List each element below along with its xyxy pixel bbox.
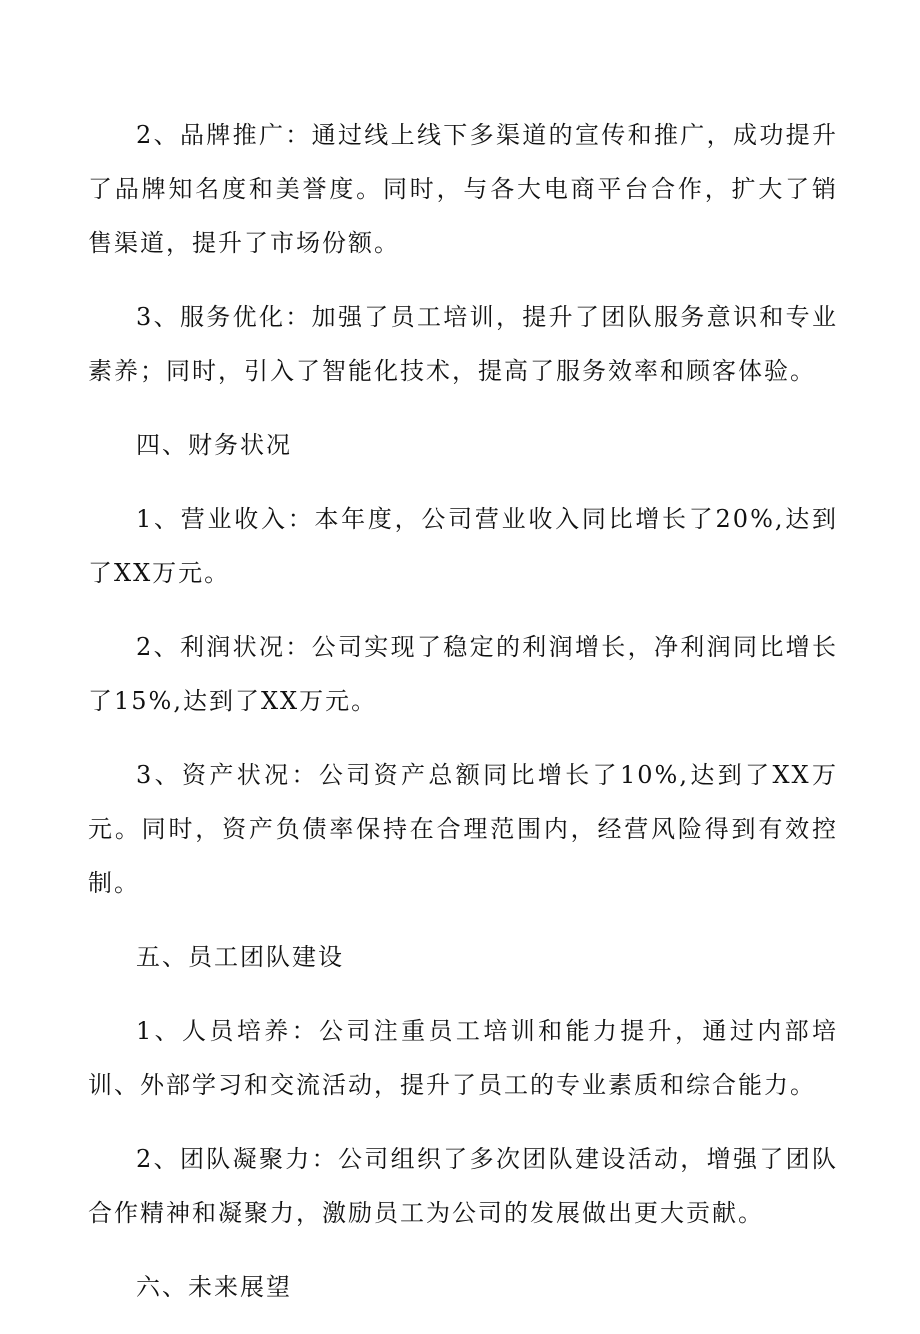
paragraph-service-optimization: 3、服务优化：加强了员工培训，提升了团队服务意识和专业素养；同时，引入了智能化技术，提高了服务效率和顾客体验。 xyxy=(88,303,838,385)
paragraph-staff-training: 1、人员培养：公司注重员工培训和能力提升，通过内部培训、外部学习和交流活动，提升了员工的专业素质和综合能力。 xyxy=(88,1017,838,1099)
paragraph-brand-promotion: 2、品牌推广：通过线上线下多渠道的宣传和推广，成功提升了品牌知名度和美誉度。同时，与各大电商平台合作，扩大了销售渠道，提升了市场份额。 xyxy=(88,121,838,257)
heading-future-outlook: 六、未来展望 xyxy=(136,1273,292,1301)
paragraph-profit: 2、利润状况：公司实现了稳定的利润增长，净利润同比增长了15%,达到了XX万元。 xyxy=(88,633,838,715)
heading-financial-status: 四、财务状况 xyxy=(136,431,292,459)
paragraph-team-cohesion: 2、团队凝聚力：公司组织了多次团队建设活动，增强了团队合作精神和凝聚力，激励员工为公司的发展做出更大贡献。 xyxy=(88,1145,838,1227)
paragraph-assets: 3、资产状况：公司资产总额同比增长了10%,达到了XX万元。同时，资产负债率保持在合理范围内，经营风险得到有效控制。 xyxy=(88,761,838,897)
heading-team-building: 五、员工团队建设 xyxy=(136,943,344,971)
document-body xyxy=(88,108,838,1334)
paragraph-revenue: 1、营业收入：本年度，公司营业收入同比增长了20%,达到了XX万元。 xyxy=(88,505,838,587)
